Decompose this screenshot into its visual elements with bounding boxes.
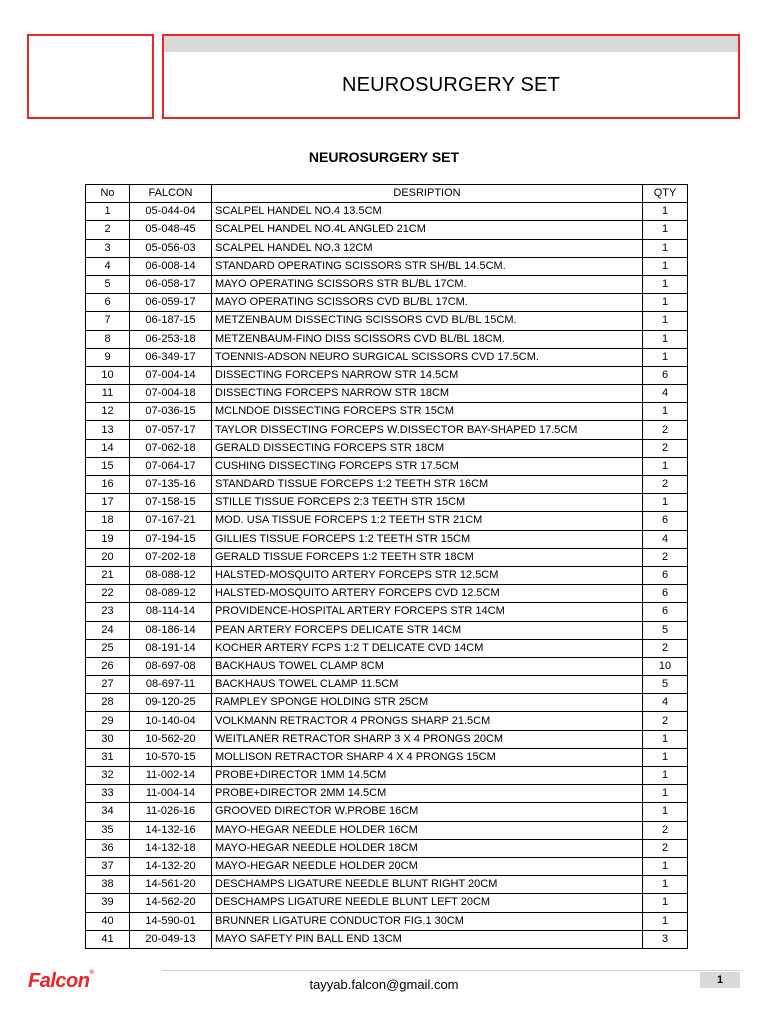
cell-no: 3 <box>86 239 130 257</box>
cell-description: MAYO-HEGAR NEEDLE HOLDER 16CM <box>212 821 643 839</box>
cell-qty: 1 <box>643 730 688 748</box>
table-row <box>86 767 688 785</box>
cell-falcon-code: 06-349-17 <box>130 348 212 366</box>
cell-qty: 2 <box>643 548 688 566</box>
table-row <box>86 476 688 494</box>
cell-falcon-code: 07-064-17 <box>130 457 212 475</box>
cell-no: 7 <box>86 312 130 330</box>
cell-description: MAYO OPERATING SCISSORS CVD BL/BL 17CM. <box>212 294 643 312</box>
cell-qty: 1 <box>643 221 688 239</box>
cell-no: 8 <box>86 330 130 348</box>
cell-no: 11 <box>86 385 130 403</box>
cell-description: HALSTED-MOSQUITO ARTERY FORCEPS CVD 12.5CM <box>212 585 643 603</box>
cell-falcon-code: 14-561-20 <box>130 876 212 894</box>
table-row <box>86 566 688 584</box>
table-row <box>86 748 688 766</box>
cell-falcon-code: 20-049-13 <box>130 930 212 948</box>
cell-qty: 1 <box>643 203 688 221</box>
cell-description: GERALD DISSECTING FORCEPS STR 18CM <box>212 439 643 457</box>
cell-no: 26 <box>86 657 130 675</box>
contact-email: tayyab.falcon@gmail.com <box>309 977 459 992</box>
table-row <box>86 403 688 421</box>
cell-no: 33 <box>86 785 130 803</box>
cell-no: 24 <box>86 621 130 639</box>
cell-falcon-code: 08-697-11 <box>130 676 212 694</box>
cell-no: 38 <box>86 876 130 894</box>
cell-qty: 1 <box>643 894 688 912</box>
header-qty: QTY <box>643 185 688 203</box>
cell-description: RAMPLEY SPONGE HOLDING STR 25CM <box>212 694 643 712</box>
cell-description: STILLE TISSUE FORCEPS 2:3 TEETH STR 15CM <box>212 494 643 512</box>
cell-no: 14 <box>86 439 130 457</box>
table-row <box>86 785 688 803</box>
page-title: NEUROSURGERY SET <box>341 74 561 96</box>
page-number: 1 <box>700 972 740 988</box>
cell-description: PROBE+DIRECTOR 2MM 14.5CM <box>212 785 643 803</box>
cell-qty: 1 <box>643 257 688 275</box>
cell-no: 32 <box>86 767 130 785</box>
cell-description: GERALD TISSUE FORCEPS 1:2 TEETH STR 18CM <box>212 548 643 566</box>
cell-description: HALSTED-MOSQUITO ARTERY FORCEPS STR 12.5CM <box>212 566 643 584</box>
cell-description: DISSECTING FORCEPS NARROW STR 18CM <box>212 385 643 403</box>
logo-frame <box>27 34 154 119</box>
cell-qty: 6 <box>643 512 688 530</box>
table-row <box>86 876 688 894</box>
cell-falcon-code: 05-048-45 <box>130 221 212 239</box>
cell-no: 21 <box>86 566 130 584</box>
table-row <box>86 257 688 275</box>
cell-falcon-code: 07-202-18 <box>130 548 212 566</box>
table-row <box>86 912 688 930</box>
cell-description: MOLLISON RETRACTOR SHARP 4 X 4 PRONGS 15CM <box>212 748 643 766</box>
cell-qty: 3 <box>643 930 688 948</box>
cell-description: MAYO SAFETY PIN BALL END 13CM <box>212 930 643 948</box>
table-row <box>86 348 688 366</box>
cell-falcon-code: 06-008-14 <box>130 257 212 275</box>
table-header-row <box>86 185 688 203</box>
cell-no: 28 <box>86 694 130 712</box>
footer-divider <box>162 970 740 971</box>
cell-falcon-code: 08-191-14 <box>130 639 212 657</box>
cell-qty: 1 <box>643 494 688 512</box>
cell-description: GILLIES TISSUE FORCEPS 1:2 TEETH STR 15CM <box>212 530 643 548</box>
cell-description: KOCHER ARTERY FCPS 1:2 T DELICATE CVD 14CM <box>212 639 643 657</box>
cell-falcon-code: 11-004-14 <box>130 785 212 803</box>
cell-qty: 2 <box>643 712 688 730</box>
cell-no: 18 <box>86 512 130 530</box>
cell-falcon-code: 11-002-14 <box>130 767 212 785</box>
cell-description: DESCHAMPS LIGATURE NEEDLE BLUNT RIGHT 20CM <box>212 876 643 894</box>
cell-falcon-code: 07-167-21 <box>130 512 212 530</box>
cell-description: GROOVED DIRECTOR W.PROBE 16CM <box>212 803 643 821</box>
brand-mark: ® <box>89 970 94 976</box>
cell-description: PEAN ARTERY FORCEPS DELICATE STR 14CM <box>212 621 643 639</box>
cell-no: 36 <box>86 839 130 857</box>
cell-falcon-code: 07-004-18 <box>130 385 212 403</box>
cell-falcon-code: 07-057-17 <box>130 421 212 439</box>
table-row <box>86 221 688 239</box>
cell-no: 1 <box>86 203 130 221</box>
cell-qty: 2 <box>643 639 688 657</box>
cell-no: 25 <box>86 639 130 657</box>
cell-description: TOENNIS-ADSON NEURO SURGICAL SCISSORS CVD 17.5CM. <box>212 348 643 366</box>
cell-no: 34 <box>86 803 130 821</box>
cell-qty: 1 <box>643 294 688 312</box>
cell-falcon-code: 14-132-16 <box>130 821 212 839</box>
table-row <box>86 330 688 348</box>
cell-description: SCALPEL HANDEL NO.4L ANGLED 21CM <box>212 221 643 239</box>
cell-falcon-code: 07-036-15 <box>130 403 212 421</box>
cell-falcon-code: 08-088-12 <box>130 566 212 584</box>
cell-falcon-code: 14-590-01 <box>130 912 212 930</box>
table-row <box>86 676 688 694</box>
cell-falcon-code: 08-186-14 <box>130 621 212 639</box>
cell-falcon-code: 07-158-15 <box>130 494 212 512</box>
cell-qty: 2 <box>643 476 688 494</box>
cell-qty: 1 <box>643 330 688 348</box>
cell-description: SCALPEL HANDEL NO.3 12CM <box>212 239 643 257</box>
cell-no: 20 <box>86 548 130 566</box>
cell-description: DISSECTING FORCEPS NARROW STR 14.5CM <box>212 366 643 384</box>
cell-falcon-code: 07-004-14 <box>130 366 212 384</box>
cell-description: TAYLOR DISSECTING FORCEPS W.DISSECTOR BAY-SHAPED 17.5CM <box>212 421 643 439</box>
cell-description: BRUNNER LIGATURE CONDUCTOR FIG.1 30CM <box>212 912 643 930</box>
cell-no: 15 <box>86 457 130 475</box>
cell-falcon-code: 10-562-20 <box>130 730 212 748</box>
table-title: NEUROSURGERY SET <box>308 149 460 165</box>
cell-qty: 1 <box>643 767 688 785</box>
cell-no: 27 <box>86 676 130 694</box>
table-row <box>86 275 688 293</box>
cell-falcon-code: 10-140-04 <box>130 712 212 730</box>
cell-description: STANDARD TISSUE FORCEPS 1:2 TEETH STR 16CM <box>212 476 643 494</box>
cell-falcon-code: 08-089-12 <box>130 585 212 603</box>
cell-falcon-code: 07-194-15 <box>130 530 212 548</box>
cell-no: 2 <box>86 221 130 239</box>
cell-description: DESCHAMPS LIGATURE NEEDLE BLUNT LEFT 20CM <box>212 894 643 912</box>
table-row <box>86 512 688 530</box>
cell-qty: 1 <box>643 312 688 330</box>
cell-falcon-code: 14-132-18 <box>130 839 212 857</box>
table-row <box>86 312 688 330</box>
table-row <box>86 494 688 512</box>
cell-qty: 1 <box>643 785 688 803</box>
table-row <box>86 639 688 657</box>
cell-description: MAYO OPERATING SCISSORS STR BL/BL 17CM. <box>212 275 643 293</box>
cell-no: 30 <box>86 730 130 748</box>
instrument-table <box>85 184 688 949</box>
cell-no: 16 <box>86 476 130 494</box>
cell-qty: 1 <box>643 239 688 257</box>
cell-qty: 1 <box>643 748 688 766</box>
cell-no: 19 <box>86 530 130 548</box>
cell-qty: 1 <box>643 912 688 930</box>
cell-no: 5 <box>86 275 130 293</box>
cell-no: 35 <box>86 821 130 839</box>
table-row <box>86 239 688 257</box>
cell-no: 6 <box>86 294 130 312</box>
title-banner <box>162 34 740 119</box>
cell-description: PROBE+DIRECTOR 1MM 14.5CM <box>212 767 643 785</box>
table-row <box>86 603 688 621</box>
cell-falcon-code: 11-026-16 <box>130 803 212 821</box>
cell-no: 29 <box>86 712 130 730</box>
cell-description: MOD. USA TISSUE FORCEPS 1:2 TEETH STR 21CM <box>212 512 643 530</box>
cell-no: 9 <box>86 348 130 366</box>
cell-description: WEITLANER RETRACTOR SHARP 3 X 4 PRONGS 20CM <box>212 730 643 748</box>
cell-qty: 1 <box>643 275 688 293</box>
table-row <box>86 930 688 948</box>
cell-description: BACKHAUS TOWEL CLAMP 11.5CM <box>212 676 643 694</box>
cell-qty: 6 <box>643 566 688 584</box>
table-row <box>86 730 688 748</box>
cell-qty: 1 <box>643 457 688 475</box>
cell-description: MAYO-HEGAR NEEDLE HOLDER 20CM <box>212 857 643 875</box>
cell-qty: 4 <box>643 385 688 403</box>
cell-qty: 1 <box>643 857 688 875</box>
table-row <box>86 530 688 548</box>
cell-qty: 2 <box>643 839 688 857</box>
cell-description: SCALPEL HANDEL NO.4 13.5CM <box>212 203 643 221</box>
cell-description: MCLNDOE DISSECTING FORCEPS STR 15CM <box>212 403 643 421</box>
cell-no: 41 <box>86 930 130 948</box>
cell-qty: 6 <box>643 603 688 621</box>
cell-description: VOLKMANN RETRACTOR 4 PRONGS SHARP 21.5CM <box>212 712 643 730</box>
cell-no: 40 <box>86 912 130 930</box>
cell-no: 10 <box>86 366 130 384</box>
table-row <box>86 385 688 403</box>
table-row <box>86 457 688 475</box>
cell-falcon-code: 09-120-25 <box>130 694 212 712</box>
table-row <box>86 857 688 875</box>
cell-falcon-code: 14-132-20 <box>130 857 212 875</box>
cell-qty: 1 <box>643 876 688 894</box>
cell-falcon-code: 06-059-17 <box>130 294 212 312</box>
cell-description: MAYO-HEGAR NEEDLE HOLDER 18CM <box>212 839 643 857</box>
table-row <box>86 294 688 312</box>
cell-falcon-code: 08-697-08 <box>130 657 212 675</box>
table-row <box>86 839 688 857</box>
cell-falcon-code: 06-187-15 <box>130 312 212 330</box>
cell-falcon-code: 07-135-16 <box>130 476 212 494</box>
cell-description: CUSHING DISSECTING FORCEPS STR 17.5CM <box>212 457 643 475</box>
cell-falcon-code: 06-253-18 <box>130 330 212 348</box>
cell-no: 13 <box>86 421 130 439</box>
cell-no: 39 <box>86 894 130 912</box>
cell-qty: 6 <box>643 366 688 384</box>
table-row <box>86 821 688 839</box>
cell-no: 12 <box>86 403 130 421</box>
table-row <box>86 548 688 566</box>
cell-no: 37 <box>86 857 130 875</box>
cell-qty: 2 <box>643 421 688 439</box>
cell-qty: 5 <box>643 621 688 639</box>
cell-no: 17 <box>86 494 130 512</box>
cell-description: BACKHAUS TOWEL CLAMP 8CM <box>212 657 643 675</box>
table-row <box>86 712 688 730</box>
table-row <box>86 366 688 384</box>
table-row <box>86 694 688 712</box>
title-strip <box>164 36 738 52</box>
cell-no: 31 <box>86 748 130 766</box>
cell-falcon-code: 05-044-04 <box>130 203 212 221</box>
table-row <box>86 621 688 639</box>
header-no: No <box>86 185 130 203</box>
table-row <box>86 421 688 439</box>
cell-falcon-code: 08-114-14 <box>130 603 212 621</box>
cell-falcon-code: 05-056-03 <box>130 239 212 257</box>
cell-qty: 10 <box>643 657 688 675</box>
header-description: DESRIPTION <box>212 185 643 203</box>
cell-qty: 1 <box>643 803 688 821</box>
table-row <box>86 657 688 675</box>
cell-qty: 2 <box>643 821 688 839</box>
cell-falcon-code: 06-058-17 <box>130 275 212 293</box>
cell-qty: 4 <box>643 694 688 712</box>
cell-falcon-code: 14-562-20 <box>130 894 212 912</box>
table-row <box>86 585 688 603</box>
table-body <box>86 203 688 949</box>
cell-no: 22 <box>86 585 130 603</box>
cell-qty: 2 <box>643 439 688 457</box>
cell-no: 4 <box>86 257 130 275</box>
table-row <box>86 803 688 821</box>
cell-no: 23 <box>86 603 130 621</box>
cell-qty: 6 <box>643 585 688 603</box>
cell-qty: 1 <box>643 348 688 366</box>
cell-qty: 5 <box>643 676 688 694</box>
cell-qty: 4 <box>643 530 688 548</box>
cell-qty: 1 <box>643 403 688 421</box>
cell-description: PROVIDENCE-HOSPITAL ARTERY FORCEPS STR 14CM <box>212 603 643 621</box>
table-row <box>86 439 688 457</box>
cell-falcon-code: 07-062-18 <box>130 439 212 457</box>
header-falcon: FALCON <box>130 185 212 203</box>
brand-name: Falcon <box>28 970 90 992</box>
cell-description: METZENBAUM-FINO DISS SCISSORS CVD BL/BL 18CM. <box>212 330 643 348</box>
table-row <box>86 203 688 221</box>
cell-description: STANDARD OPERATING SCISSORS STR SH/BL 14.5CM. <box>212 257 643 275</box>
table-row <box>86 894 688 912</box>
cell-falcon-code: 10-570-15 <box>130 748 212 766</box>
cell-description: METZENBAUM DISSECTING SCISSORS CVD BL/BL 15CM. <box>212 312 643 330</box>
